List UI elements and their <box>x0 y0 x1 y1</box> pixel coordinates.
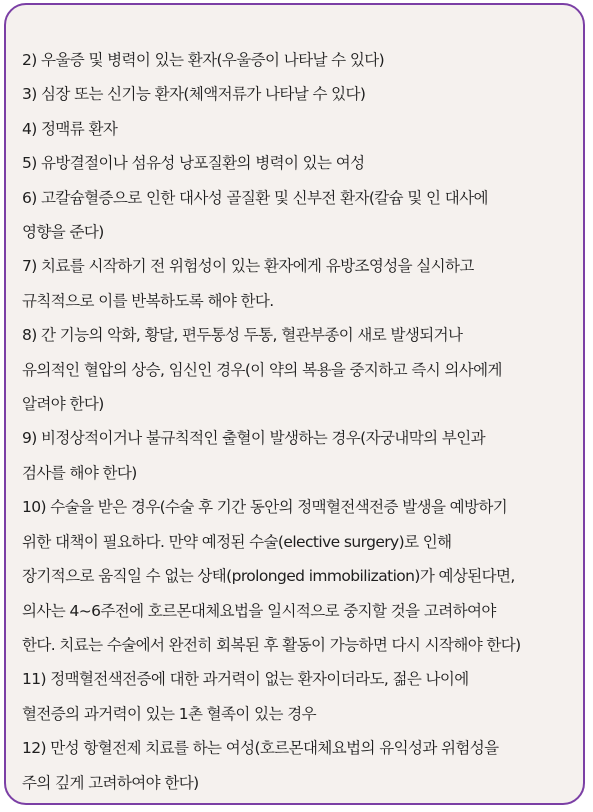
precautions-card <box>4 3 585 805</box>
text-line: 3) 심장 또는 신기능 환자(체액저류가 나타날 수 있다) <box>22 85 366 104</box>
text-line: 주의 깊게 고려하여야 한다) <box>22 773 199 792</box>
text-line: 10) 수술을 받은 경우(수술 후 기간 동안의 정맥혈전색전증 발생을 예방하기 <box>22 498 508 517</box>
text-line: 알려야 한다) <box>22 395 104 414</box>
text-line: 혈전증의 과거력이 있는 1촌 혈족이 있는 경우 <box>22 704 316 723</box>
text-line: 7) 치료를 시작하기 전 위험성이 있는 환자에게 유방조영성을 실시하고 <box>22 257 474 276</box>
text-line: 검사를 해야 한다) <box>22 463 137 482</box>
text-line: 6) 고칼슘혈증으로 인한 대사성 골질환 및 신부전 환자(칼슘 및 인 대사에 <box>22 188 488 207</box>
text-line: 4) 정맥류 환자 <box>22 119 118 138</box>
text-line: 규칙적으로 이를 반복하도록 해야 한다. <box>22 291 274 310</box>
text-line: 영향을 준다) <box>22 223 104 242</box>
text-line: 2) 우울증 및 병력이 있는 환자(우울증이 나타날 수 있다) <box>22 51 385 69</box>
text-line: 한다. 치료는 수술에서 완전히 회복된 후 활동이 가능하면 다시 시작해야 한다) <box>22 635 521 654</box>
text-line: 유의적인 혈압의 상승, 임신인 경우(이 약의 복용을 중지하고 즉시 의사에게 <box>22 360 502 379</box>
text-line: 8) 간 기능의 악화, 황달, 편두통성 두통, 혈관부종이 새로 발생되거나 <box>22 326 463 345</box>
text-line: 12) 만성 항혈전제 치료를 하는 여성(호르몬대체요법의 유익성과 위험성을 <box>22 739 499 758</box>
text-line: 장기적으로 움직일 수 없는 상태(prolonged immobilization)가 예상된다면, <box>22 567 515 586</box>
text-line: 위한 대책이 필요하다. 만약 예정된 수술(elective surgery)로 인해 <box>22 532 452 551</box>
text-line: 5) 유방결절이나 섬유성 낭포질환의 병력이 있는 여성 <box>22 154 365 173</box>
text-line: 11) 정맥혈전색전증에 대한 과거력이 없는 환자이더라도, 젊은 나이에 <box>22 670 469 689</box>
text-line: 9) 비정상적이거나 불규칙적인 출혈이 발생하는 경우(자궁내막의 부인과 <box>22 429 485 448</box>
text-line: 의사는 4~6주전에 호르몬대체요법을 일시적으로 중지할 것을 고려하여야 <box>22 601 496 620</box>
